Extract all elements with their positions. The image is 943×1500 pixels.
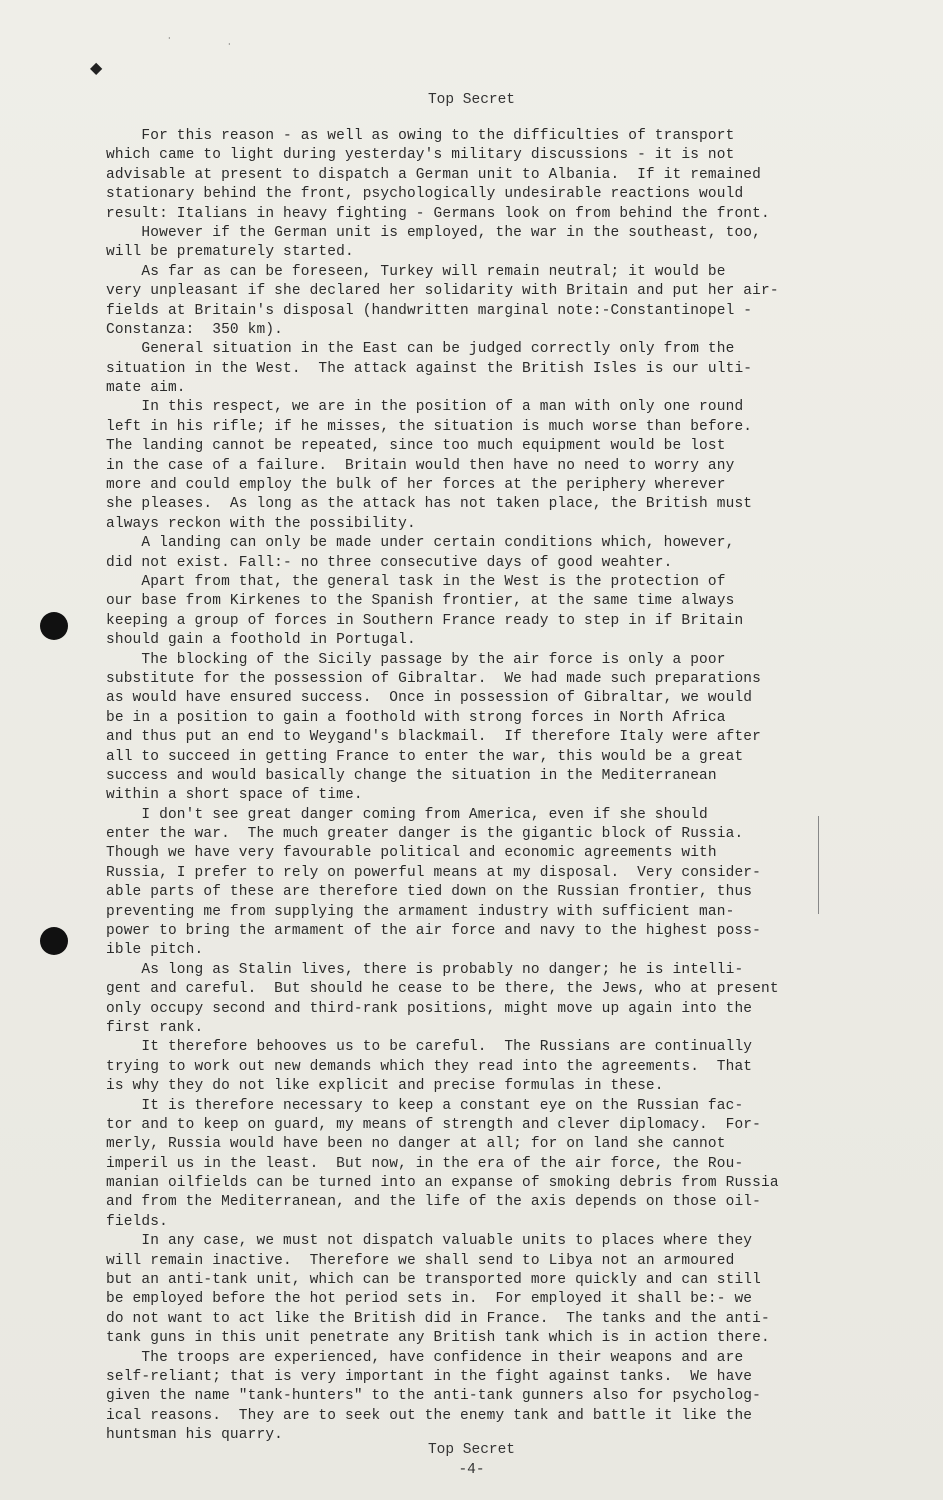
document-header: Top Secret <box>427 92 515 108</box>
text-line: able parts of these are therefore tied down on the Russian frontier, thus <box>106 884 753 901</box>
text-line: In any case, we must not dispatch valuable units to places where they <box>106 1233 753 1250</box>
text-line: first rank. <box>106 1019 204 1036</box>
page-number: -4- <box>458 1462 485 1478</box>
document-body <box>106 127 866 1446</box>
text-line: For this reason - as well as owing to the difficulties of transport <box>106 128 735 144</box>
text-line: ible pitch. <box>106 942 204 959</box>
text-line: imperil us in the least. But now, in the era of the air force, the Rou- <box>106 1155 744 1172</box>
text-line: trying to work out new demands which they read into the agreements. That <box>106 1058 753 1075</box>
text-line: The troops are experienced, have confidence in their weapons and are <box>106 1349 744 1366</box>
text-line: I don't see great danger coming from America, even if she should <box>106 806 708 823</box>
text-line: advisable at present to dispatch a German unit to Albania. If it remained <box>106 166 762 183</box>
text-line: always reckon with the possibility. <box>106 515 416 532</box>
binder-hole-upper <box>40 612 68 640</box>
text-line: The blocking of the Sicily passage by the air force is only a poor <box>106 651 726 668</box>
text-line: In this respect, we are in the position of a man with only one round <box>106 399 744 416</box>
text-line: but an anti-tank unit, which can be transported more quickly and can still <box>106 1272 762 1289</box>
text-line: within a short space of time. <box>106 787 363 804</box>
text-line: The landing cannot be repeated, since too much equipment would be lost <box>106 438 726 455</box>
text-line: and from the Mediterranean, and the life of the axis depends on those oil- <box>106 1194 762 1211</box>
binder-hole-mark-top: ◆ <box>90 58 103 77</box>
text-line: Apart from that, the general task in the West is the protection of <box>106 573 726 590</box>
text-line: left in his rifle; if he misses, the situation is much worse than before. <box>106 418 753 435</box>
text-line: will remain inactive. Therefore we shall send to Libya not an armoured <box>106 1252 735 1269</box>
text-line: fields at Britain's disposal (handwritten marginal note:-Constantinopel - <box>106 302 753 319</box>
text-line: keeping a group of forces in Southern France ready to step in if Britain <box>106 612 744 629</box>
text-line: should gain a foothold in Portugal. <box>106 632 416 649</box>
text-line: gent and careful. But should he cease to be there, the Jews, who at present <box>106 981 779 998</box>
text-line: be in a position to gain a foothold with strong forces in North Africa <box>106 709 726 726</box>
text-line: tank guns in this unit penetrate any British tank which is in action there. <box>106 1330 770 1347</box>
text-line: tor and to keep on guard, my means of strength and clever diplomacy. For- <box>106 1116 762 1133</box>
speck-mark: · <box>228 40 231 49</box>
text-line: which came to light during yesterday's military discussions - it is not <box>106 147 735 164</box>
text-line: Though we have very favourable political and economic agreements with <box>106 845 717 862</box>
text-line: preventing me from supplying the armament industry with sufficient man- <box>106 903 735 920</box>
text-line: manian oilfields can be turned into an expanse of smoking debris from Russia <box>106 1175 779 1192</box>
text-line: and thus put an end to Weygand's blackmail. If therefore Italy were after <box>106 729 762 746</box>
text-line: substitute for the possession of Gibraltar. We had made such preparations <box>106 670 762 687</box>
document-footer: Top Secret <box>427 1442 515 1458</box>
text-line: very unpleasant if she declared her solidarity with Britain and put her air- <box>106 283 779 300</box>
text-line: merly, Russia would have been no danger at all; for on land she cannot <box>106 1136 726 1153</box>
text-line: It therefore behooves us to be careful. The Russians are continually <box>106 1039 753 1056</box>
text-line: However if the German unit is employed, the war in the southeast, too, <box>106 224 762 241</box>
text-line: she pleases. As long as the attack has not taken place, the British must <box>106 496 753 513</box>
text-line: as would have ensured success. Once in possession of Gibraltar, we would <box>106 690 753 707</box>
text-line: is why they do not like explicit and precise formulas in these. <box>106 1078 664 1095</box>
text-line: As far as can be foreseen, Turkey will remain neutral; it would be <box>106 263 726 280</box>
text-line: be employed before the hot period sets in. For employed it shall be:- we <box>106 1291 753 1308</box>
text-line: Constanza: 350 km). <box>106 321 284 338</box>
text-line: General situation in the East can be judged correctly only from the <box>106 341 735 358</box>
text-line: fields. <box>106 1213 168 1230</box>
text-line: A landing can only be made under certain conditions which, however, <box>106 535 735 552</box>
text-line: ical reasons. They are to seek out the enemy tank and battle it like the <box>106 1407 753 1424</box>
text-line: self-reliant; that is very important in the fight against tanks. We have <box>106 1369 753 1385</box>
text-line: did not exist. Fall:- no three consecutive days of good weahter. <box>106 554 673 571</box>
text-line: mate aim. <box>106 380 186 397</box>
text-line: will be prematurely started. <box>106 244 354 261</box>
text-line: result: Italians in heavy fighting - Germans look on from behind the front. <box>106 205 770 222</box>
text-line: enter the war. The much greater danger is the gigantic block of Russia. <box>106 826 744 843</box>
text-line: do not want to act like the British did in France. The tanks and the anti- <box>106 1310 770 1327</box>
text-line: As long as Stalin lives, there is probably no danger; he is intelli- <box>106 961 744 978</box>
binder-hole-lower <box>40 927 68 955</box>
text-line: given the name "tank-hunters" to the anti-tank gunners also for psycholog- <box>106 1388 762 1405</box>
text-line: all to succeed in getting France to enter the war, this would be a great <box>106 748 744 765</box>
text-line: in the case of a failure. Britain would then have no need to worry any <box>106 457 735 474</box>
text-line: stationary behind the front, psychologically undesirable reactions would <box>106 186 744 203</box>
text-line: Russia, I prefer to rely on powerful means at my disposal. Very consider- <box>106 864 762 881</box>
text-line: It is therefore necessary to keep a constant eye on the Russian fac- <box>106 1097 744 1114</box>
text-line: our base from Kirkenes to the Spanish frontier, at the same time always <box>106 593 735 610</box>
text-line: more and could employ the bulk of her forces at the periphery wherever <box>106 477 726 494</box>
speck-mark: · <box>168 34 171 43</box>
text-line: situation in the West. The attack against the British Isles is our ulti- <box>106 360 753 377</box>
text-line: only occupy second and third-rank positions, might move up again into the <box>106 1000 753 1017</box>
text-line: success and would basically change the situation in the Mediterranean <box>106 767 717 784</box>
text-line: huntsman his quarry. <box>106 1427 284 1444</box>
text-line: power to bring the armament of the air force and navy to the highest poss- <box>106 923 762 940</box>
